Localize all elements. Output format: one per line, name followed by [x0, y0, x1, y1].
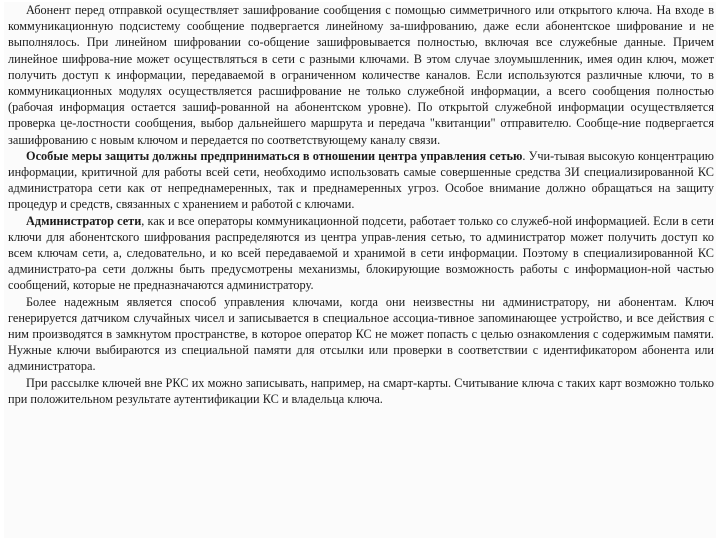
paragraph-4: [4, 294, 716, 375]
paragraph-1-text: Абонент перед отправкой осуществляет зашифрование сообщения с помощью симметричного или открытого ключа. На входе в коммуникационную подсистему сообщение подвергается линейному за-шифрованию, даже если абонентское шифрование и не выполнялось. При линейном шифровании со-общение зашифровывается полностью, включая все служебные данные. Причем линейное шифрова-ние может осуществляться в сети с разными ключами. В этом случае злоумышленник, имея один ключ, может получить доступ к информации, передаваемой в ограниченном количестве каналов. Если используются различные ключи, то в коммуникационных модулях осуществляется расшифрование не только служебной информации, а всего сообщения полностью (рабочая информация остается зашиф-рованной на абонентском уровне). По открытой служебной информации осуществляется проверка це-лостности сообщения, выбор дальнейшего маршрута и передача "квитанции" отправителю. Сообще-ние подвергается зашифрованию с новым ключом и передается по соответствующему каналу связи.: [8, 3, 714, 147]
paragraph-5: [4, 375, 716, 407]
document-page: [4, 2, 716, 538]
paragraph-1: [4, 2, 716, 148]
paragraph-3-bold-lead: Администратор сети: [26, 213, 142, 228]
paragraph-2-text: . Учи-тывая высокую концентрацию информации, критичной для работы всей сети, необходимо использовать самые совершенные средства ЗИ специализированной КС администратора сети как от непреднамеренных, так и преднамеренных угроз. Особое внимание должно обращаться на защиту процедур и средств, связанных с хранением и работой с ключами.: [8, 148, 714, 212]
paragraph-4-text: Более надежным является способ управления ключами, когда они неизвестны ни администратору, ни абонентам. Ключ генерируется датчиком случайных чисел и записывается в специальное ассоциа-тивное запоминающее устройство, и все действия с ним производятся в замкнутом пространстве, в которое оператор КС не может попасть с целью ознакомления с содержимым памяти. Нужные ключи выбираются из специальной памяти для отсылки или проверки в соответствии с идентификатором абонента или администратора.: [8, 294, 714, 374]
paragraph-3-text: , как и все операторы коммуникационной подсети, работает только со служеб-ной информацией. Если в сети ключи для абонентского шифрования распределяются из центра управ-ления сетью, то администратор может получить доступ ко всем ключам сети, а, следовательно, и ко всей передаваемой и хранимой в сети информации. Поэтому в специализированной КС администрато-ра сети должны быть предусмотрены механизмы, блокирующие возможность работы с информацион-ной частью сообщений, которые не предназначаются администратору.: [8, 213, 714, 293]
paragraph-2-bold-lead: Особые меры защиты должны предприниматься в отношении центра управления сетью: [26, 148, 523, 163]
paragraph-2: [4, 148, 716, 213]
paragraph-5-text: При рассылке ключей вне РКС их можно записывать, например, на смарт-карты. Считывание ключа с таких карт возможно только при положительном результате аутентификации КС и владельца ключа.: [8, 375, 714, 406]
paragraph-3: [4, 213, 716, 294]
